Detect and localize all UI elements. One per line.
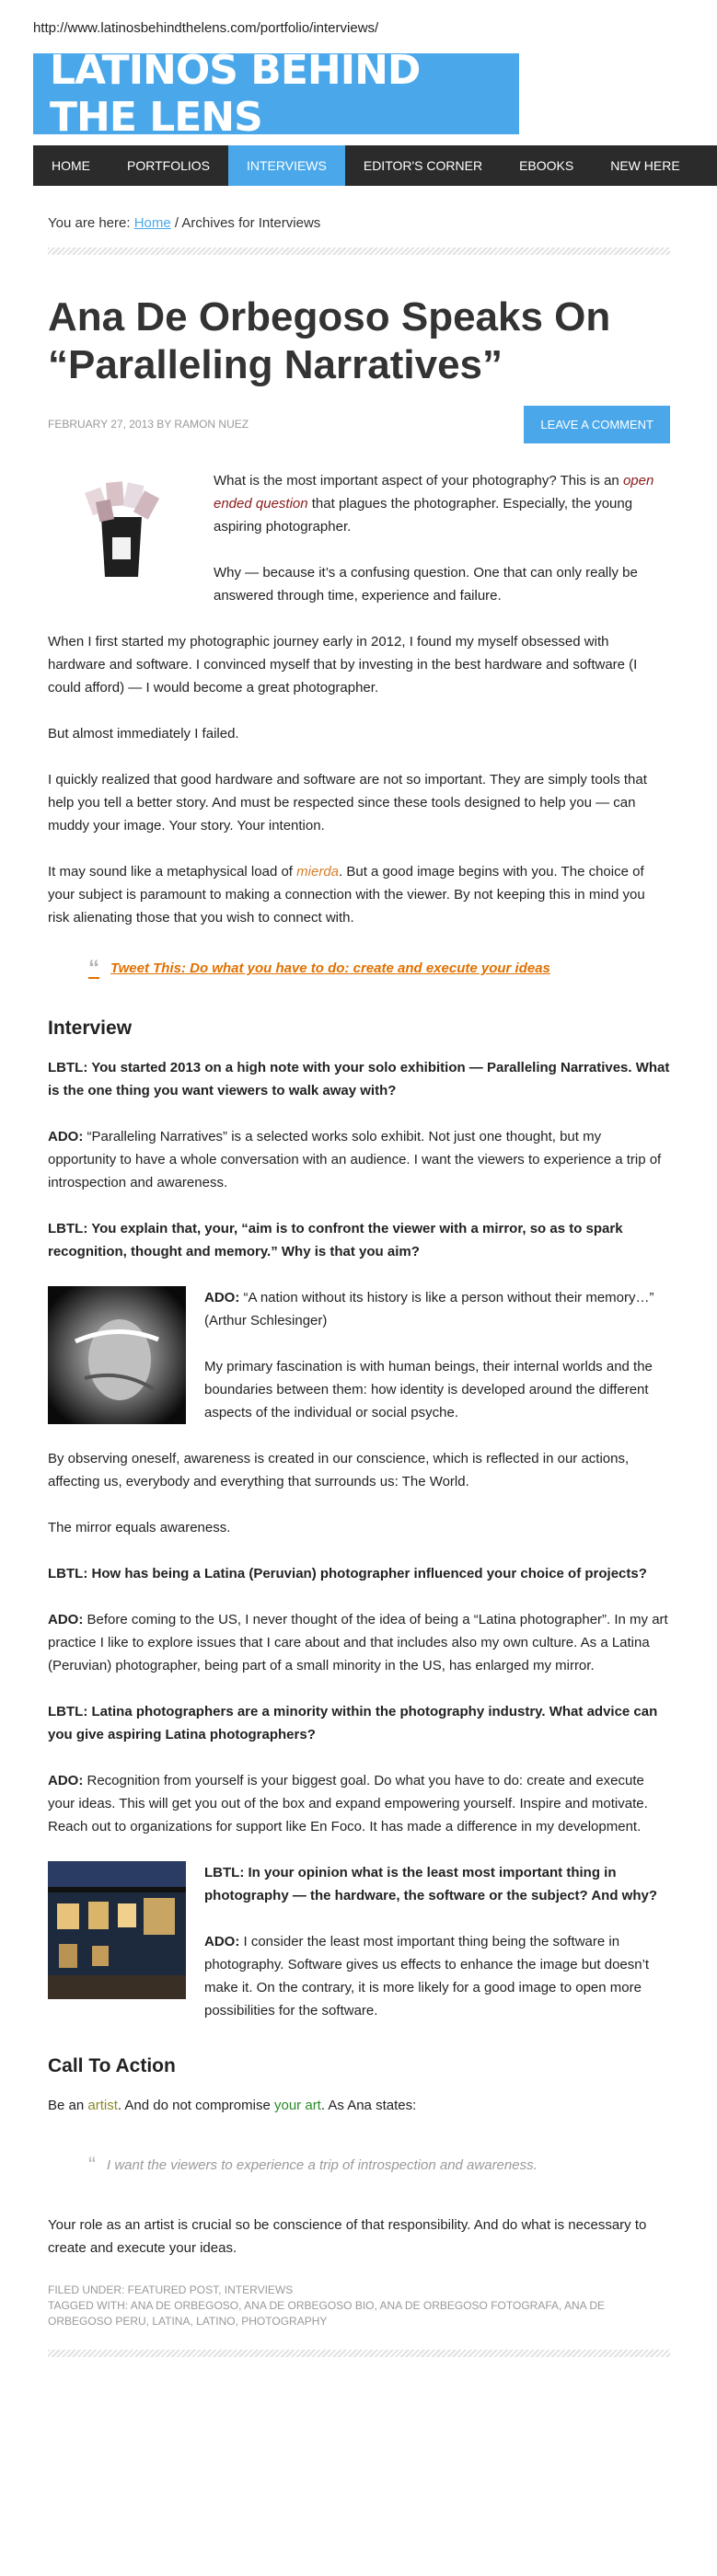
answer-text: “Paralleling Narratives” is a selected works solo exhibit. Not just one thought, but my opportunity to have a whole conversation with an audience. I want the viewers to experience a trip of introspection and awareness.	[48, 1129, 662, 1190]
answer-text: Recognition from yourself is your biggest goal. Do what you have to do: create and execute your ideas. This will get you out of the box and expand empowering yourself. Inspire and motivate. Reach out to organizations for support like En Foco. It has made a difference in my development.	[48, 1773, 648, 1834]
article-title: Ana De Orbegoso Speaks On “Paralleling Narratives”	[48, 294, 611, 387]
article	[48, 212, 670, 2357]
leave-comment-button[interactable]: LEAVE A COMMENT	[524, 406, 670, 443]
interview-heading: Interview	[48, 1018, 133, 1039]
divider	[48, 2350, 670, 2357]
nav-portfolios[interactable]: PORTFOLIOS	[127, 158, 210, 173]
question-1: LBTL: You started 2013 on a high note with your solo exhibition — Paralleling Narratives. What is the one thing you want viewers to walk away with?	[48, 1060, 670, 1098]
nav-new-here[interactable]: NEW HERE	[610, 158, 680, 173]
answer-label: ADO:	[204, 1290, 240, 1305]
intro-p1-b: that plagues the photographer. Especially, the young aspiring photographer.	[214, 496, 633, 535]
post-meta: FEBRUARY 27, 2013 BY RAMON NUEZ	[48, 418, 249, 431]
question-4: LBTL: Latina photographers are a minority within the photography industry. What advice can you give aspiring Latina photographers?	[48, 1704, 658, 1742]
breadcrumb	[48, 212, 670, 235]
intro-p1-a: What is the most important aspect of your photography? This is an	[214, 473, 619, 489]
question-3: LBTL: How has being a Latina (Peruvian) photographer influenced your choice of projects?	[48, 1566, 647, 1581]
call-to-action-heading: Call To Action	[48, 2055, 176, 2076]
breadcrumb-prefix: You are here:	[48, 215, 131, 231]
hand-photo	[48, 1286, 186, 1447]
answer-text: Before coming to the US, I never thought of the idea of being a “Latina photographer”. In my art practice I like to explore issues that I care about and that includes also my own culture. As a Latina (Peruvian) photographer, being part of a small minority in the US, has enlarged my mirror.	[48, 1612, 668, 1673]
open-ended-question-link[interactable]: open ended question	[214, 473, 654, 512]
tweet-this-block	[88, 957, 670, 980]
pull-quote-text: I want the viewers to experience a trip of introspection and awareness.	[107, 2157, 538, 2173]
intro-paragraph-1	[214, 469, 670, 538]
closing-paragraph: Your role as an artist is crucial so be conscience of that responsibility. And do what is necessary to create and execute your ideas.	[48, 2217, 647, 2256]
answer-label: ADO:	[48, 1773, 84, 1788]
answer-text: I consider the least most important thing being the software in photography. Software gives us effects to enhance the image but doesn’t make it. On the contrary, it is more likely for a good image to open more possibilities for the software.	[204, 1934, 650, 2018]
body-paragraph: The mirror equals awareness.	[48, 1520, 231, 1535]
answer-2	[204, 1286, 670, 1332]
quote-mark-icon: “	[88, 956, 99, 981]
answer-label: ADO:	[48, 1129, 84, 1144]
nav-editors-corner[interactable]: EDITOR'S CORNER	[363, 158, 483, 173]
body-paragraph: By observing oneself, awareness is created in our conscience, which is reflected in our actions, affecting us, everybody and everything that surrounds us: The World.	[48, 1451, 630, 1489]
gallery-photo	[48, 1861, 186, 2045]
answer-1	[48, 1125, 670, 1194]
body-paragraph: But almost immediately I failed.	[48, 726, 239, 742]
your-art-link[interactable]: your art	[274, 2098, 321, 2113]
answer-2-text	[186, 1286, 670, 1447]
cta-c: . As Ana states:	[320, 2098, 417, 2113]
divider	[48, 247, 670, 255]
cta-paragraph	[48, 2094, 670, 2117]
intro-text	[195, 469, 670, 630]
tagged-with: TAGGED WITH: ANA DE ORBEGOSO, ANA DE ORBEGOSO BIO, ANA DE ORBEGOSO FOTOGRAFA, ANA DE ORBEGOSO PERU, LATINA, LATINO, PHOTOGRAPHY	[48, 2299, 606, 2328]
nav-interviews[interactable]: INTERVIEWS	[228, 145, 345, 186]
body-paragraph: I quickly realized that good hardware and software are not so important. They are simply tools that help you tell a better story. And must be respected since these tools designed to help you — can muddy your image. Your story. Your intention.	[48, 772, 647, 834]
answer-2-block	[48, 1286, 670, 1447]
filed-under: FILED UNDER: FEATURED POST, INTERVIEWS	[48, 2283, 294, 2296]
intro-block	[48, 469, 670, 630]
mierda-link[interactable]: mierda	[296, 864, 340, 880]
answer-5-text	[186, 1861, 670, 2045]
nav-ebooks[interactable]: EBOOKS	[519, 158, 574, 173]
artist-link[interactable]: artist	[87, 2098, 118, 2113]
breadcrumb-home-link[interactable]: Home	[133, 215, 171, 231]
intro-paragraph-2: Why — because it’s a confusing question. One that can only really be answered through time, experience and failure.	[214, 565, 638, 604]
tweet-this-link[interactable]: Tweet This: Do what you have to do: create and execute your ideas	[110, 960, 550, 976]
question-5: LBTL: In your opinion what is the least most important thing in photography — the hardware, the software or the subject? And why?	[204, 1865, 657, 1903]
metaphysical-paragraph	[48, 860, 670, 929]
post-meta-row	[48, 406, 670, 443]
post-footer	[48, 2283, 670, 2329]
answer-text: “A nation without its history is like a person without their memory…” (Arthur Schlesinger)	[204, 1290, 654, 1328]
answer-label: ADO:	[48, 1612, 84, 1627]
cta-b: . And do not compromise	[117, 2098, 271, 2113]
metaphys-a: It may sound like a metaphysical load of	[48, 864, 293, 880]
cta-a: Be an	[48, 2098, 85, 2113]
pull-quote	[88, 2154, 670, 2177]
answer-2-para-2: My primary fascination is with human beings, their internal worlds and the boundaries between them: how identity is developed around the different aspects of the individual or social psyche.	[204, 1359, 653, 1420]
main-nav	[33, 145, 717, 186]
site-logo[interactable]: LATINOS BEHIND THE LENS	[33, 53, 519, 134]
breadcrumb-rest: / Archives for Interviews	[174, 215, 321, 231]
answer-4	[48, 1769, 670, 1838]
intro-image	[48, 469, 195, 630]
page-url: http://www.latinosbehindthelens.com/portfolio/interviews/	[33, 20, 379, 36]
answer-3	[48, 1608, 670, 1677]
quote-mark-icon: “	[88, 2153, 96, 2178]
answer-label: ADO:	[204, 1934, 240, 1949]
nav-home[interactable]: HOME	[52, 158, 90, 173]
question-2: LBTL: You explain that, your, “aim is to confront the viewer with a mirror, so as to spark recognition, thought and memory.” Why is that you aim?	[48, 1221, 623, 1259]
answer-5	[204, 1930, 670, 2022]
body-paragraph: When I first started my photographic journey early in 2012, I found my myself obsessed with hardware and software. I convinced myself that by investing in the best hardware and software (I could afford) — I would become a great photographer.	[48, 634, 638, 696]
answer-5-block	[48, 1861, 670, 2045]
metaphys-b: . But a good image begins with you. The choice of your subject is paramount to making a connection with the viewer. By not keeping this in mind you risk alienating those that you wish to connect with.	[48, 864, 645, 926]
